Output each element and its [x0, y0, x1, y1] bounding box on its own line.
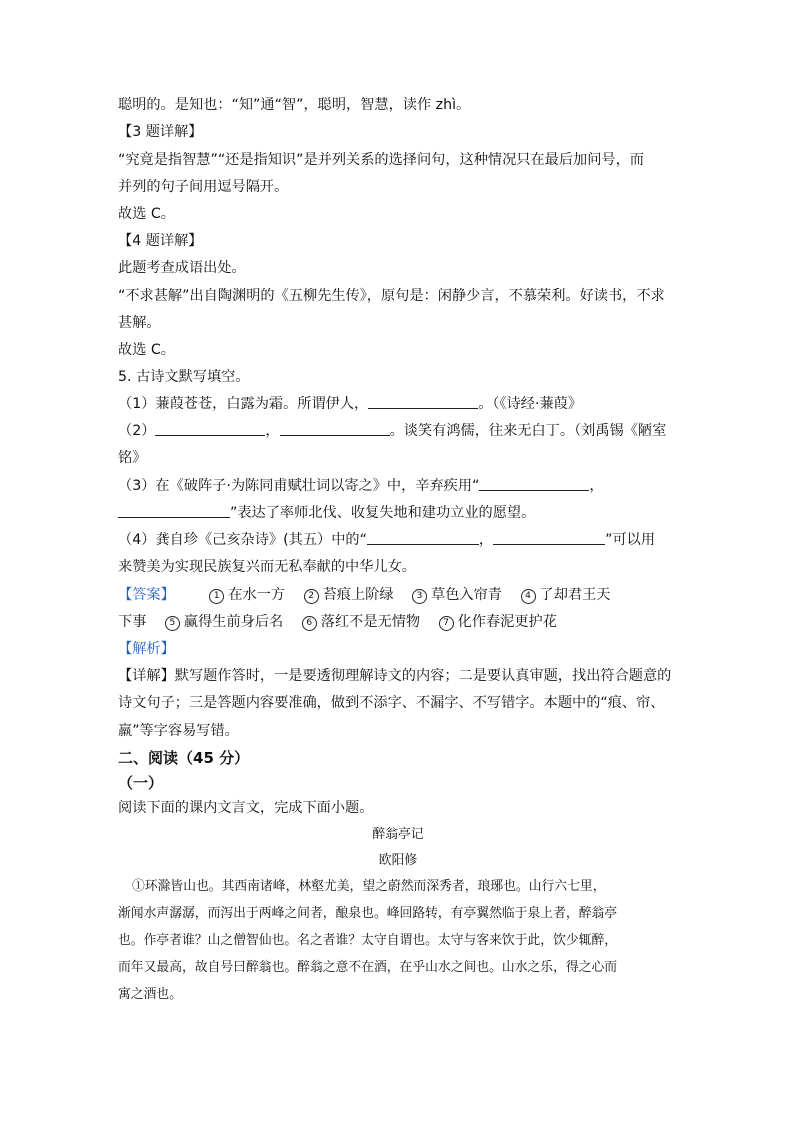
text-segment: ”可以用 [605, 532, 656, 548]
answer-blank [118, 503, 230, 518]
text-line: 阅读下面的课内文言文，完成下面小题。 [118, 800, 374, 816]
answer-line [118, 584, 610, 606]
answer-number: 6 [302, 616, 317, 631]
text-line: 并列的句子间用逗号隔开。 [118, 179, 289, 195]
answer-item [165, 614, 283, 630]
passage-line: 渐闻水声潺潺，而泻出于两峰之间者，酿泉也。峰回路转，有亭翼然临于泉上者，醉翁亭 [118, 906, 618, 921]
answer-item [439, 614, 557, 630]
text-line: 聪明的。是知也：“知”通“智”，聪明，智慧，读作 zhì。 [118, 97, 471, 113]
section-heading-q3: 【3 题详解】 [118, 124, 203, 140]
text-line: 来赞美为实现民族复兴而无私奉献的中华儿女。 [118, 559, 416, 575]
section-heading-reading: 二、阅读（45 分） [118, 749, 250, 767]
text-segment: （2） [118, 423, 156, 439]
answer-item [304, 587, 394, 603]
section-heading-q4: 【4 题详解】 [118, 233, 203, 249]
answer-number: 4 [521, 589, 536, 604]
answer-text: 落红不是无情物 [320, 614, 421, 630]
text-line: 【详解】默写题作答时，一是要透彻理解诗文的内容；二是要认真审题，找出符合题意的 [118, 668, 672, 684]
answer-blank [280, 421, 390, 436]
answer-blank [367, 530, 479, 545]
text-line: 羸”等字容易写错。 [118, 723, 239, 739]
text-line: 甚解。 [118, 315, 161, 331]
question-title: 5. 古诗文默写填空。 [118, 369, 250, 385]
answer-blank [155, 421, 265, 436]
text-segment: 。谈笑有鸿儒，往来无白丁。（刘禹锡《陋室 [389, 423, 667, 439]
answer-blank [368, 394, 478, 409]
answer-item [521, 587, 611, 603]
answer-text: 下事 [118, 614, 147, 630]
text-segment: （3）在《破阵子·为陈同甫赋壮词以寄之》中，辛弃疾用“ [118, 478, 480, 494]
text-line: 故选 C。 [118, 206, 175, 222]
passage-author: 欧阳修 [378, 853, 418, 868]
answer-text: 苔痕上阶绿 [322, 587, 394, 603]
text-segment: 。（《诗经·蒹葭》 [478, 396, 583, 412]
passage-title: 醉翁亭记 [372, 827, 424, 842]
text-segment: （1）蒹葭苍苍，白露为霜。所谓伊人， [118, 396, 369, 412]
answer-blank [493, 530, 605, 545]
answer-text: 草色入帘青 [431, 587, 502, 603]
answer-line-2 [118, 611, 557, 633]
text-line: “不求甚解”出自陶渊明的《五柳先生传》，原句是：闲静少言，不慕荣利。好读书，不求 [118, 288, 665, 304]
answer-number: 5 [165, 616, 180, 631]
answer-number: 3 [412, 589, 427, 604]
answer-number: 1 [209, 589, 224, 604]
text-line: 此题考查成语出处。 [118, 260, 246, 276]
passage-line: 而年又最高，故自号曰醉翁也。醉翁之意不在酒，在乎山水之间也。山水之乐，得之心而 [118, 960, 618, 975]
answer-item [302, 614, 420, 630]
answer-number: 7 [439, 616, 454, 631]
subsection-heading: （一） [118, 774, 164, 792]
answer-number: 2 [304, 589, 319, 604]
fill-line-3 [118, 475, 604, 497]
text-segment: ， [589, 478, 604, 494]
text-line: 故选 C。 [118, 342, 175, 358]
text-segment: ， [265, 423, 280, 439]
text-segment: ”表达了率师北伐、收复失地和建功立业的愿望。 [230, 505, 536, 521]
text-segment: （4）龚自珍《己亥杂诗》(其五）中的“ [118, 532, 367, 548]
fill-line-3-cont [118, 502, 535, 524]
fill-line-2 [118, 420, 666, 442]
passage-line: 寓之酒也。 [118, 987, 182, 1002]
text-line: “究竟是指智慧”“还是指知识”是并列关系的选择问句，这种情况只在最后加问号，而 [118, 152, 644, 168]
answer-text: 在水一方 [228, 587, 286, 603]
answer-label: 【答案】 [118, 587, 175, 603]
analysis-label: 【解析】 [118, 641, 175, 657]
passage-line: ①环滁皆山也。其西南诸峰，林壑尤美，望之蔚然而深秀者，琅琊也。山行六七里， [132, 879, 606, 894]
answer-text: 了却君王天 [539, 587, 611, 603]
passage-line: 也。作亭者谁？山之僧智仙也。名之者谁？太守自谓也。太守与客来饮于此，饮少辄醉， [118, 933, 618, 948]
text-line: 铭》 [118, 450, 147, 466]
answer-item [412, 587, 502, 603]
answer-text: 赢得生前身后名 [183, 614, 284, 630]
fill-line-1 [118, 393, 582, 415]
text-line: 诗文句子；三是答题内容要准确，做到不添字、不漏字、不写错字。本题中的“痕、帘、 [118, 695, 665, 711]
fill-line-4 [118, 529, 655, 551]
text-segment: ， [478, 532, 494, 548]
answer-text: 化作春泥更护花 [457, 614, 557, 630]
answer-item [209, 587, 285, 603]
answer-blank [479, 476, 589, 491]
